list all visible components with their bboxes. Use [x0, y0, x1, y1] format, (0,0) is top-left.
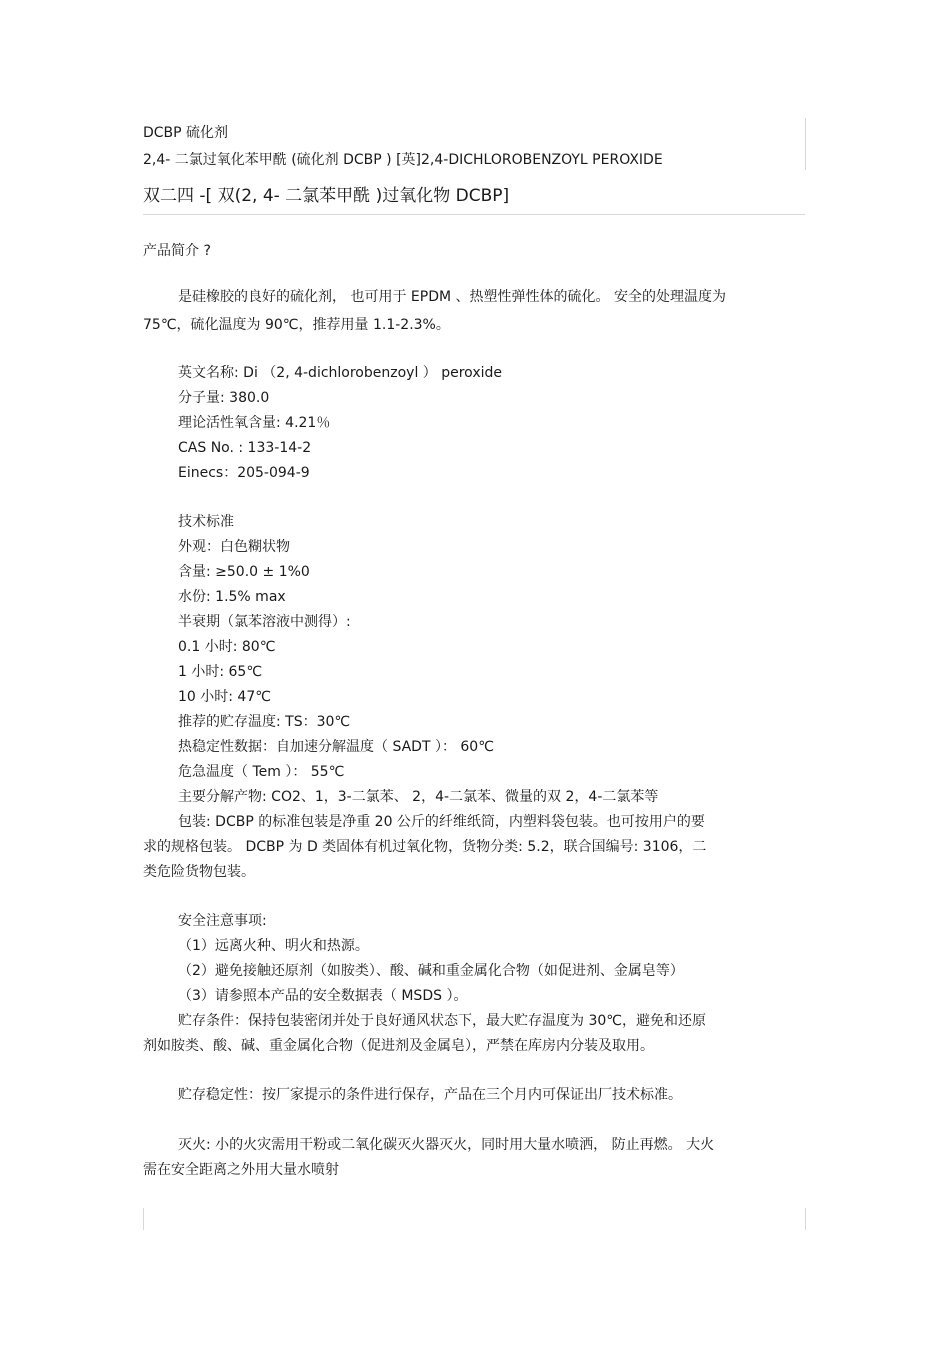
tech-appearance: 外观：白色糊状物 [178, 539, 290, 555]
header-line-2: 2,4- 二氯过氧化苯甲酰 (硫化剂 DCBP ) [英]2,4-DICHLOROBENZOYL PEROXIDE [143, 152, 663, 168]
tech-content: 含量: ≥50.0 ± 1%0 [178, 564, 310, 580]
tech-half-life-0-1h: 0.1 小时: 80℃ [178, 639, 276, 655]
packaging-line-2: 求的规格包装。 DCBP 为 D 类固体有机过氧化物，货物分类: 5.2，联合国编号: 3106，二 [143, 839, 707, 855]
tech-moisture: 水份: 1.5% max [178, 589, 286, 605]
tech-half-life-1h: 1 小时: 65℃ [178, 664, 263, 680]
safety-item-1: （1）远离火种、明火和热源。 [178, 938, 369, 954]
intro-paragraph-line-2: 75℃，硫化温度为 90℃，推荐用量 1.1-2.3%。 [143, 317, 450, 333]
safety-heading: 安全注意事项: [178, 913, 267, 929]
title-underline [143, 214, 805, 215]
storage-line-2: 剂如胺类、酸、碱、重金属化合物（促进剂及金属皂），严禁在库房内分装及取用。 [143, 1038, 654, 1054]
storage-line-1: 贮存条件：保持包装密闭并处于良好通风状态下，最大贮存温度为 30℃，避免和还原 [178, 1013, 706, 1029]
safety-item-2: （2）避免接触还原剂（如胺类）、酸、碱和重金属化合物（如促进剂、金属皂等） [178, 963, 684, 979]
header-right-rule [805, 118, 806, 170]
footer-right-rule [805, 1208, 806, 1230]
packaging-line-1: 包装: DCBP 的标准包装是净重 20 公斤的纤维纸筒，内塑料袋包装。也可按用户的要 [178, 814, 705, 830]
prop-active-oxygen: 理论活性氧含量: 4.21％ [178, 415, 331, 431]
stability-line-1: 贮存稳定性：按厂家提示的条件进行保存，产品在三个月内可保证出厂技术标准。 [178, 1087, 682, 1103]
tech-decomposition-products: 主要分解产物: CO2、1，3-二氯苯、 2，4-二氯苯、微量的双 2，4-二氯苯等 [178, 789, 659, 805]
prop-einecs: Einecs：205-094-9 [178, 465, 310, 481]
fire-line-1: 灭火: 小的火灾需用干粉或二氧化碳灭火器灭火，同时用大量水喷洒， 防止再燃。 大火 [178, 1137, 715, 1153]
fire-line-2: 需在安全距离之外用大量水喷射 [143, 1162, 339, 1178]
tech-storage-temp: 推荐的贮存温度: TS：30℃ [178, 714, 351, 730]
header-line-1: DCBP 硫化剂 [143, 125, 229, 141]
tech-sadt: 热稳定性数据：自加速分解温度（ SADT ）： 60℃ [178, 739, 494, 755]
footer-left-rule [143, 1208, 144, 1230]
packaging-line-3: 类危险货物包装。 [143, 864, 255, 880]
intro-paragraph-line-1: 是硅橡胶的良好的硫化剂， 也可用于 EPDM 、热塑性弹性体的硫化。 安全的处理温度为 [178, 289, 726, 305]
tech-half-life-heading: 半衰期（氯苯溶液中测得）: [178, 614, 351, 630]
prop-molecular-weight: 分子量: 380.0 [178, 390, 270, 406]
tech-half-life-10h: 10 小时: 47℃ [178, 689, 271, 705]
tech-heading: 技术标准 [178, 514, 234, 530]
intro-heading: 产品简介 ? [143, 243, 211, 259]
tech-emergency-temp: 危急温度（ Tem ）： 55℃ [178, 764, 345, 780]
prop-english-name: 英文名称: Di （2, 4-dichlorobenzoyl ） peroxide [178, 365, 502, 381]
safety-item-3: （3）请参照本产品的安全数据表（ MSDS ）。 [178, 988, 468, 1004]
document-title: 双二四 -[ 双(2, 4- 二氯苯甲酰 )过氧化物 DCBP] [143, 186, 510, 206]
prop-cas-no: CAS No. : 133-14-2 [178, 440, 312, 456]
